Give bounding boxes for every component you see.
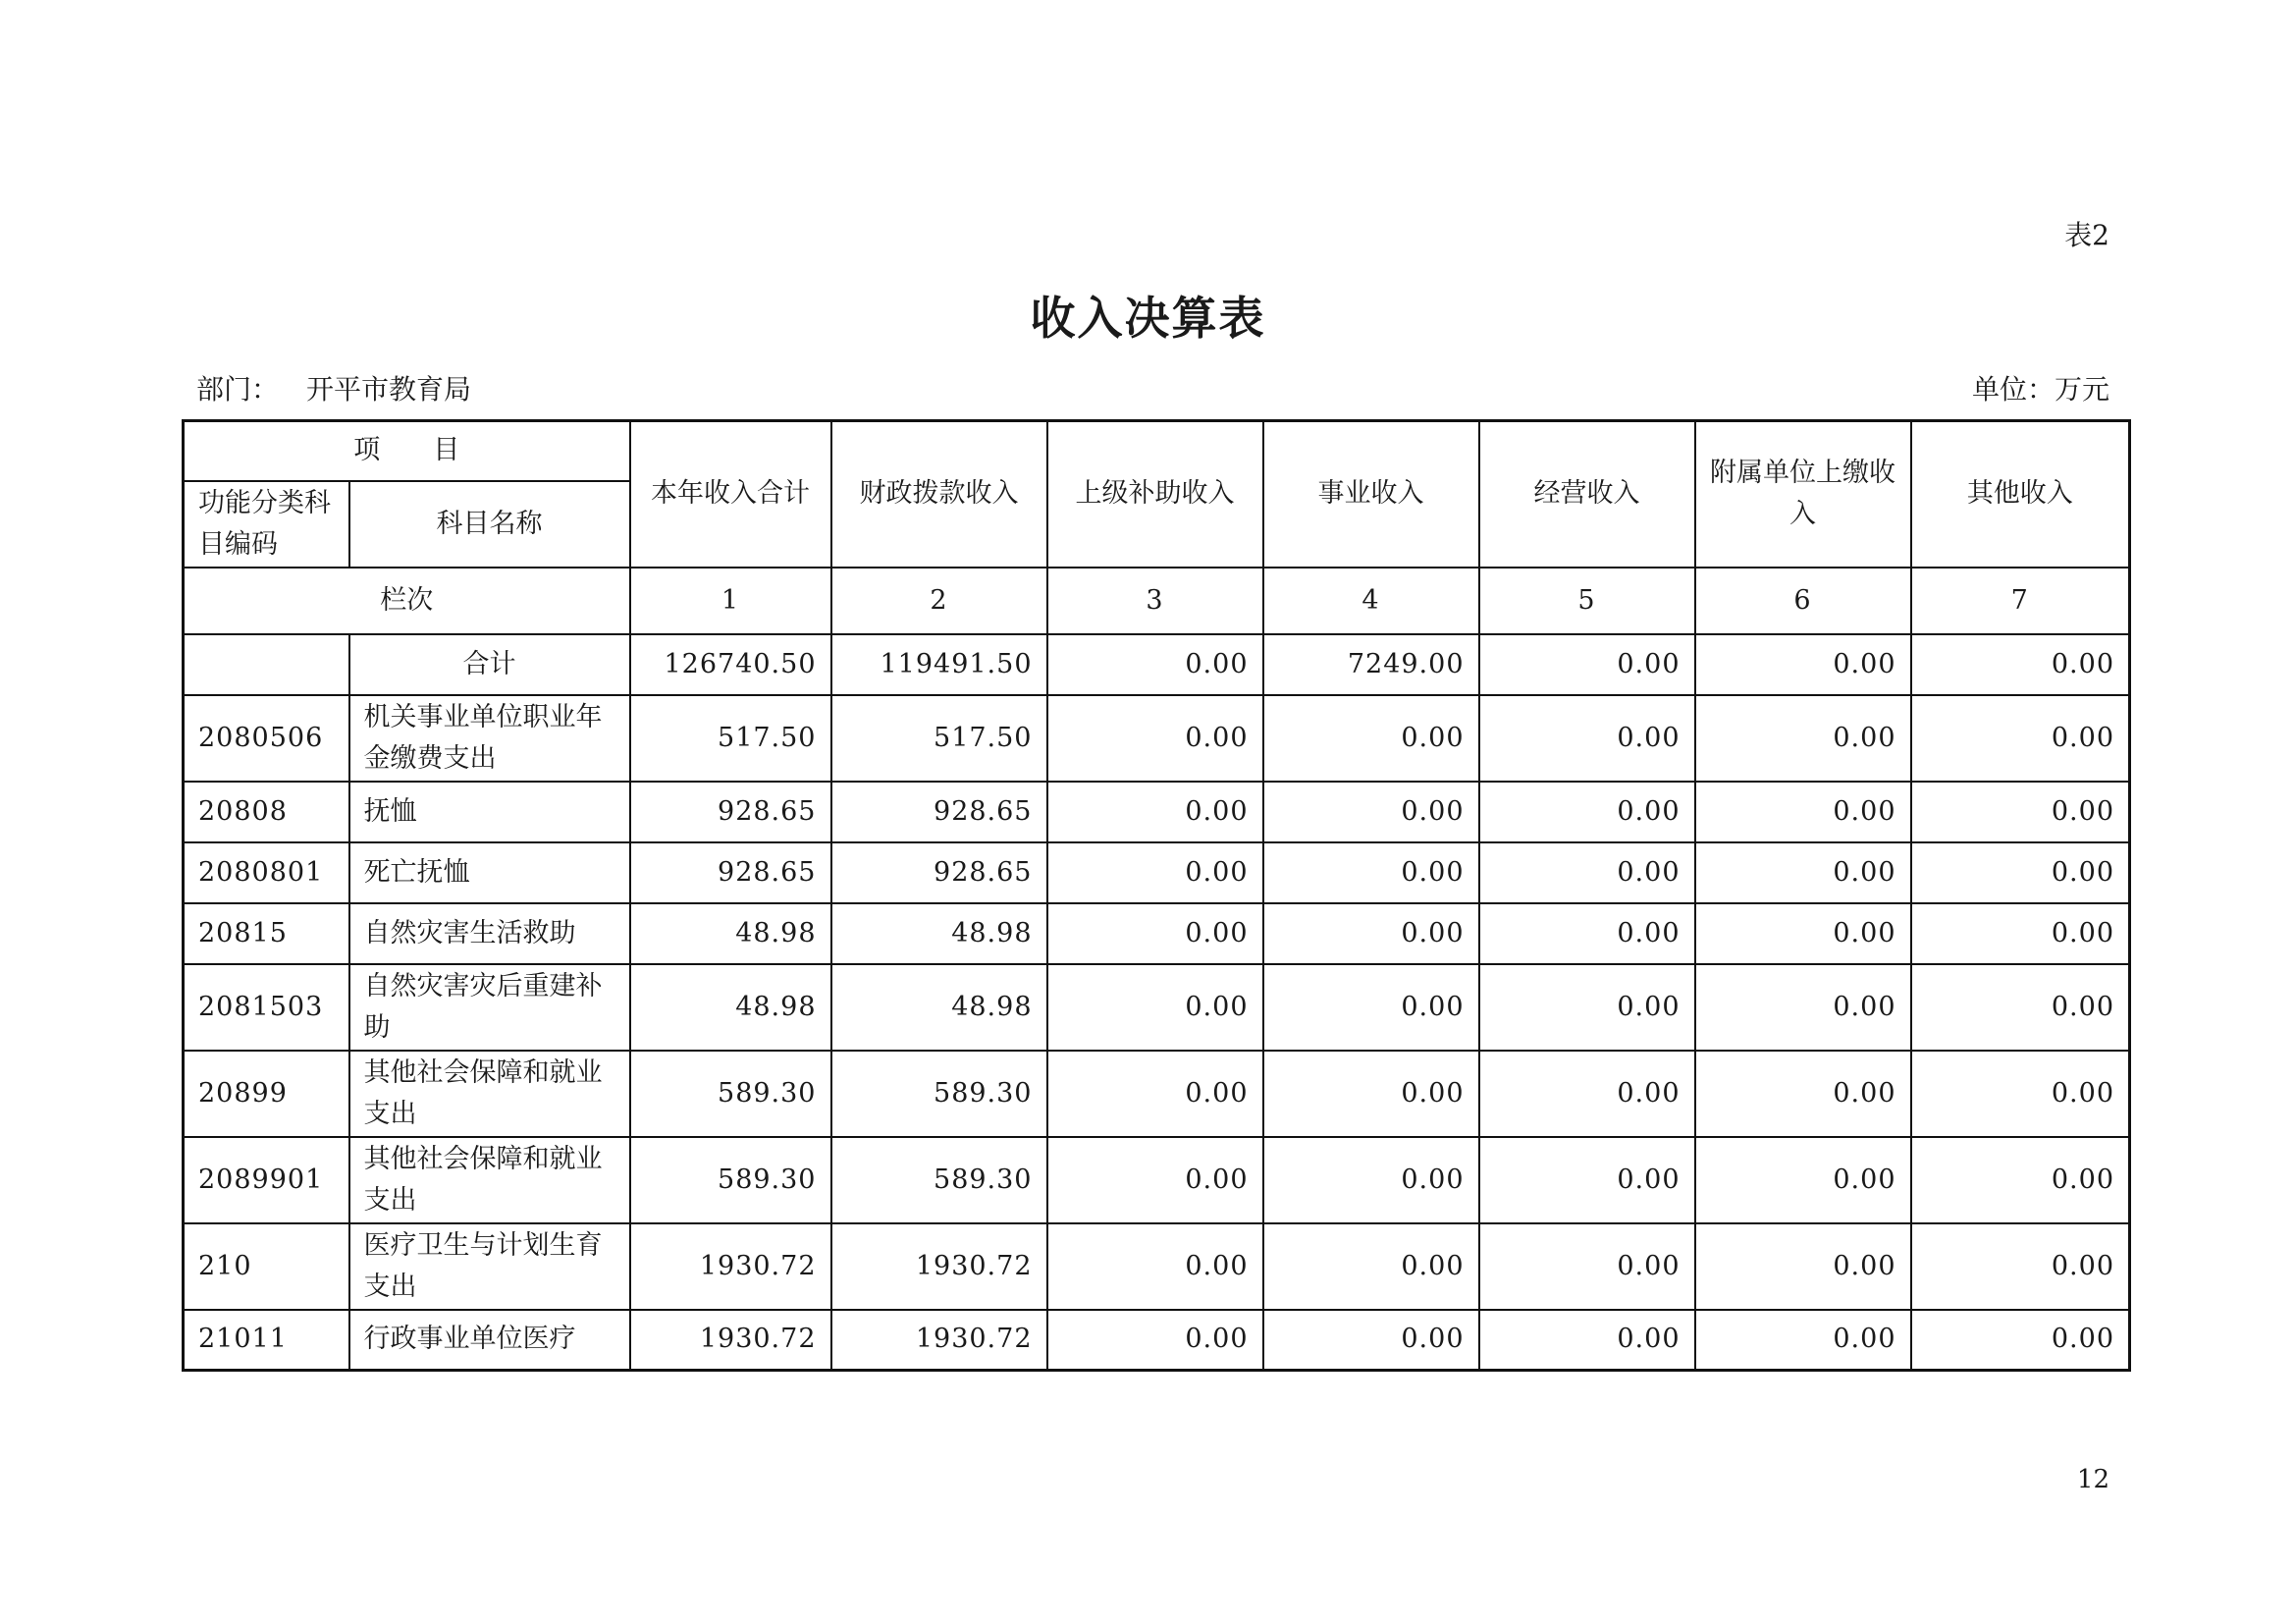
subject-name: 自然灾害灾后重建补助 (349, 964, 630, 1051)
total-value: 119491.50 (831, 634, 1047, 695)
amount-cell: 0.00 (1911, 782, 2130, 842)
table-row (184, 1051, 2130, 1137)
amount-cell: 0.00 (1479, 1051, 1695, 1137)
amount-cell: 0.00 (1047, 1137, 1263, 1223)
table-row (184, 782, 2130, 842)
department-value: 开平市教育局 (306, 373, 472, 406)
header-item: 项 目 (184, 421, 630, 481)
amount-cell: 0.00 (1911, 1310, 2130, 1371)
amount-cell: 0.00 (1695, 842, 1911, 903)
amount-cell: 928.65 (831, 842, 1047, 903)
subject-name: 其他社会保障和就业支出 (349, 1137, 630, 1223)
amount-cell: 0.00 (1695, 1223, 1911, 1310)
subject-name: 抚恤 (349, 782, 630, 842)
amount-cell: 0.00 (1047, 903, 1263, 964)
total-value: 0.00 (1911, 634, 2130, 695)
amount-cell: 0.00 (1047, 1051, 1263, 1137)
amount-cell: 0.00 (1911, 903, 2130, 964)
total-value: 0.00 (1479, 634, 1695, 695)
total-value: 0.00 (1047, 634, 1263, 695)
amount-cell: 48.98 (831, 903, 1047, 964)
subject-name: 自然灾害生活救助 (349, 903, 630, 964)
header-col-other: 其他收入 (1911, 421, 2130, 568)
amount-cell: 0.00 (1263, 964, 1479, 1051)
header-code: 功能分类科目编码 (184, 481, 349, 568)
table-row (184, 1137, 2130, 1223)
amount-cell: 589.30 (630, 1051, 831, 1137)
amount-cell: 0.00 (1911, 842, 2130, 903)
amount-cell: 0.00 (1263, 1223, 1479, 1310)
amount-cell: 0.00 (1047, 964, 1263, 1051)
column-number: 1 (630, 568, 831, 634)
amount-cell: 0.00 (1047, 1223, 1263, 1310)
header-col-operating: 经营收入 (1479, 421, 1695, 568)
amount-cell: 0.00 (1479, 1310, 1695, 1371)
amount-cell: 0.00 (1047, 842, 1263, 903)
table-row (184, 1223, 2130, 1310)
amount-cell: 0.00 (1695, 964, 1911, 1051)
total-label: 合计 (349, 634, 630, 695)
column-number: 6 (1695, 568, 1911, 634)
amount-cell: 0.00 (1263, 695, 1479, 782)
header-col-business: 事业收入 (1263, 421, 1479, 568)
row-index-label: 栏次 (184, 568, 630, 634)
unit-label: 单位：万元 (1971, 373, 2109, 406)
amount-cell: 589.30 (831, 1051, 1047, 1137)
amount-cell: 517.50 (630, 695, 831, 782)
subject-code: 20815 (184, 903, 349, 964)
amount-cell: 0.00 (1695, 782, 1911, 842)
header-name: 科目名称 (349, 481, 630, 568)
amount-cell: 0.00 (1479, 1223, 1695, 1310)
table-row (184, 1310, 2130, 1371)
amount-cell: 0.00 (1047, 695, 1263, 782)
page-title: 收入决算表 (1030, 292, 1266, 345)
column-number: 2 (831, 568, 1047, 634)
subject-name: 其他社会保障和就业支出 (349, 1051, 630, 1137)
amount-cell: 0.00 (1695, 1137, 1911, 1223)
amount-cell: 1930.72 (831, 1223, 1047, 1310)
column-number: 5 (1479, 568, 1695, 634)
subject-name: 行政事业单位医疗 (349, 1310, 630, 1371)
subject-code: 20808 (184, 782, 349, 842)
table-number: 表2 (2064, 219, 2109, 251)
page-number: 12 (2076, 1465, 2109, 1494)
amount-cell: 0.00 (1695, 1051, 1911, 1137)
subject-name: 机关事业单位职业年金缴费支出 (349, 695, 630, 782)
amount-cell: 0.00 (1479, 903, 1695, 964)
amount-cell: 0.00 (1263, 1137, 1479, 1223)
amount-cell: 0.00 (1047, 1310, 1263, 1371)
amount-cell: 0.00 (1911, 695, 2130, 782)
table-row (184, 964, 2130, 1051)
subject-code: 20899 (184, 1051, 349, 1137)
total-value: 126740.50 (630, 634, 831, 695)
amount-cell: 0.00 (1911, 964, 2130, 1051)
amount-cell: 0.00 (1263, 903, 1479, 964)
subject-code: 21011 (184, 1310, 349, 1371)
total-row (184, 634, 2130, 695)
total-code-cell (184, 634, 349, 695)
amount-cell: 0.00 (1695, 903, 1911, 964)
amount-cell: 48.98 (831, 964, 1047, 1051)
amount-cell: 1930.72 (630, 1310, 831, 1371)
amount-cell: 0.00 (1263, 1310, 1479, 1371)
subject-code: 2081503 (184, 964, 349, 1051)
amount-cell: 928.65 (831, 782, 1047, 842)
header-col-affiliated: 附属单位上缴收入 (1695, 421, 1911, 568)
amount-cell: 0.00 (1479, 782, 1695, 842)
total-value: 7249.00 (1263, 634, 1479, 695)
total-value: 0.00 (1695, 634, 1911, 695)
amount-cell: 0.00 (1479, 1137, 1695, 1223)
table-row (184, 903, 2130, 964)
column-number: 3 (1047, 568, 1263, 634)
amount-cell: 0.00 (1911, 1223, 2130, 1310)
subject-name: 死亡抚恤 (349, 842, 630, 903)
amount-cell: 0.00 (1479, 964, 1695, 1051)
amount-cell: 0.00 (1479, 842, 1695, 903)
amount-cell: 0.00 (1695, 695, 1911, 782)
amount-cell: 0.00 (1695, 1310, 1911, 1371)
subject-code: 2089901 (184, 1137, 349, 1223)
header-col-total: 本年收入合计 (630, 421, 831, 568)
amount-cell: 48.98 (630, 964, 831, 1051)
header-col-fiscal: 财政拨款收入 (831, 421, 1047, 568)
subject-code: 210 (184, 1223, 349, 1310)
header-col-superior: 上级补助收入 (1047, 421, 1263, 568)
amount-cell: 589.30 (831, 1137, 1047, 1223)
amount-cell: 928.65 (630, 842, 831, 903)
amount-cell: 1930.72 (831, 1310, 1047, 1371)
subject-code: 2080801 (184, 842, 349, 903)
table-row (184, 842, 2130, 903)
amount-cell: 48.98 (630, 903, 831, 964)
department-line (196, 368, 471, 407)
amount-cell: 589.30 (630, 1137, 831, 1223)
amount-cell: 0.00 (1263, 1051, 1479, 1137)
amount-cell: 0.00 (1911, 1051, 2130, 1137)
amount-cell: 0.00 (1263, 782, 1479, 842)
subject-code: 2080506 (184, 695, 349, 782)
amount-cell: 1930.72 (630, 1223, 831, 1310)
department-label: 部门： (196, 373, 280, 406)
column-index-row (184, 568, 2130, 634)
amount-cell: 0.00 (1263, 842, 1479, 903)
column-number: 7 (1911, 568, 2130, 634)
header-row-item (184, 421, 2130, 481)
amount-cell: 928.65 (630, 782, 831, 842)
income-table (182, 419, 2131, 1372)
table-row (184, 695, 2130, 782)
amount-cell: 517.50 (831, 695, 1047, 782)
amount-cell: 0.00 (1911, 1137, 2130, 1223)
amount-cell: 0.00 (1479, 695, 1695, 782)
column-number: 4 (1263, 568, 1479, 634)
subject-name: 医疗卫生与计划生育支出 (349, 1223, 630, 1310)
amount-cell: 0.00 (1047, 782, 1263, 842)
